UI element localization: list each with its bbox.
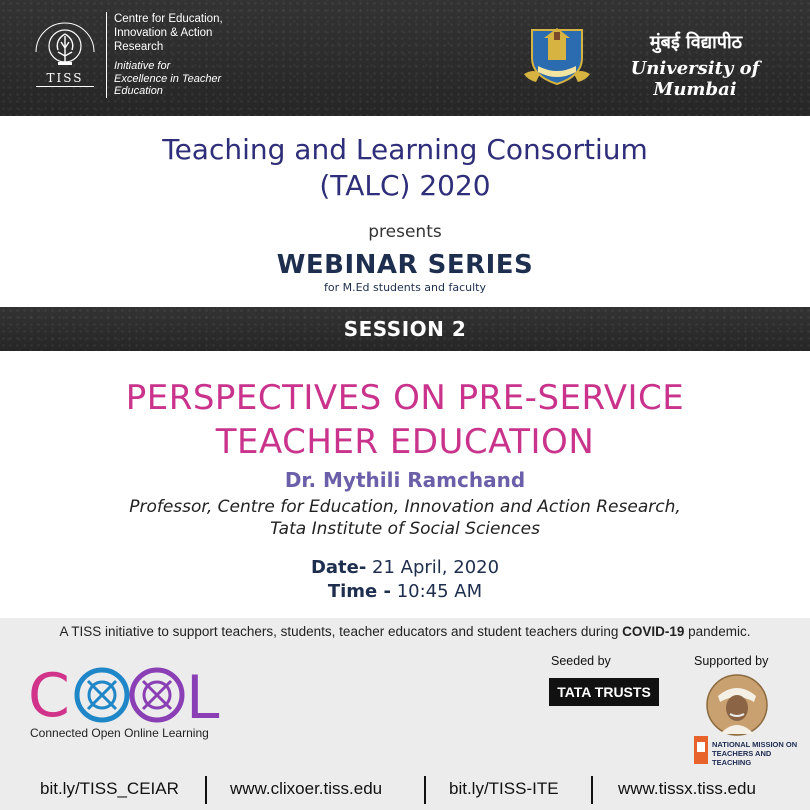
date-label: Date- — [310, 557, 367, 578]
itee-tagline: Initiative for Excellence in Teacher Education — [114, 60, 222, 97]
speaker-name: Dr. Mythili Ramchand — [284, 468, 526, 492]
seeded-by-label: Seeded by — [551, 654, 611, 668]
initiative-suffix: pandemic. — [684, 624, 751, 639]
cool-letter-l: L — [186, 663, 220, 726]
link-tiss-ceiar[interactable]: bit.ly/TISS_CEIAR — [40, 779, 179, 798]
mission-line-2: TEACHERS AND TEACHING — [712, 749, 772, 767]
link-tiss-ite[interactable]: bit.ly/TISS-ITE — [449, 779, 559, 798]
time-value: 10:45 AM — [390, 581, 483, 602]
tata-trusts-logo: TATA TRUSTS — [549, 678, 659, 706]
session-date — [0, 557, 810, 578]
link-clixoer[interactable]: www.clixoer.tiss.edu — [230, 779, 383, 798]
talk-title-line-1: PERSPECTIVES ON PRE-SERVICE — [125, 378, 685, 418]
cool-knot-blue-icon — [77, 670, 127, 720]
link-tissx[interactable]: www.tissx.tiss.edu — [618, 779, 756, 798]
affiliation-line-1: Professor, Centre for Education, Innovation and Action Research, — [129, 497, 681, 517]
header-banner — [0, 0, 810, 116]
supported-by-label: Supported by — [694, 654, 769, 668]
affiliation-line-2: Tata Institute of Social Sciences — [270, 519, 540, 539]
talk-title — [0, 376, 810, 464]
title-line-2: (TALC) 2020 — [319, 169, 491, 202]
logo-divider — [106, 12, 107, 98]
svg-text:TISS: TISS — [46, 71, 84, 85]
link-separator — [424, 776, 426, 804]
mission-line-1: NATIONAL MISSION ON — [712, 740, 798, 749]
time-label: Time - — [327, 581, 391, 602]
national-mission-name — [712, 740, 802, 767]
tiss-tree-logo-icon — [28, 12, 102, 92]
initiative-statement — [0, 624, 810, 639]
session-band — [0, 307, 810, 351]
university-name-hindi: मुंबई विद्यापीठ — [649, 32, 743, 53]
university-emblem-icon — [524, 22, 590, 88]
session-label: SESSION 2 — [343, 317, 467, 341]
date-value: 21 April, 2020 — [366, 557, 500, 578]
cool-letter-c: C — [28, 662, 70, 726]
cool-knot-purple-icon — [132, 670, 182, 720]
link-separator — [591, 776, 593, 804]
link-separator — [205, 776, 207, 804]
footer-links — [0, 776, 810, 804]
cool-tagline: Connected Open Online Learning — [30, 726, 209, 740]
talk-title-line-2: TEACHER EDUCATION — [215, 422, 595, 462]
footer — [0, 618, 810, 810]
presents-text: presents — [368, 222, 442, 242]
initiative-highlight: COVID-19 — [622, 624, 685, 639]
cool-logo — [28, 662, 222, 726]
webinar-series-subtitle: for M.Ed students and faculty — [323, 281, 487, 294]
ceiar-name: Centre for Education, Innovation & Action Research — [114, 13, 223, 53]
portrait-icon — [706, 674, 768, 736]
university-name-english: University of Mumbai — [630, 58, 760, 100]
consortium-title — [0, 132, 810, 204]
session-time — [0, 581, 810, 602]
speaker-affiliation — [0, 496, 810, 540]
mission-logo-icon — [694, 736, 708, 764]
webinar-series-title: WEBINAR SERIES — [276, 250, 534, 280]
initiative-prefix: A TISS initiative to support teachers, students, teacher educators and student teachers during — [59, 624, 623, 639]
title-line-1: Teaching and Learning Consortium — [162, 133, 648, 166]
